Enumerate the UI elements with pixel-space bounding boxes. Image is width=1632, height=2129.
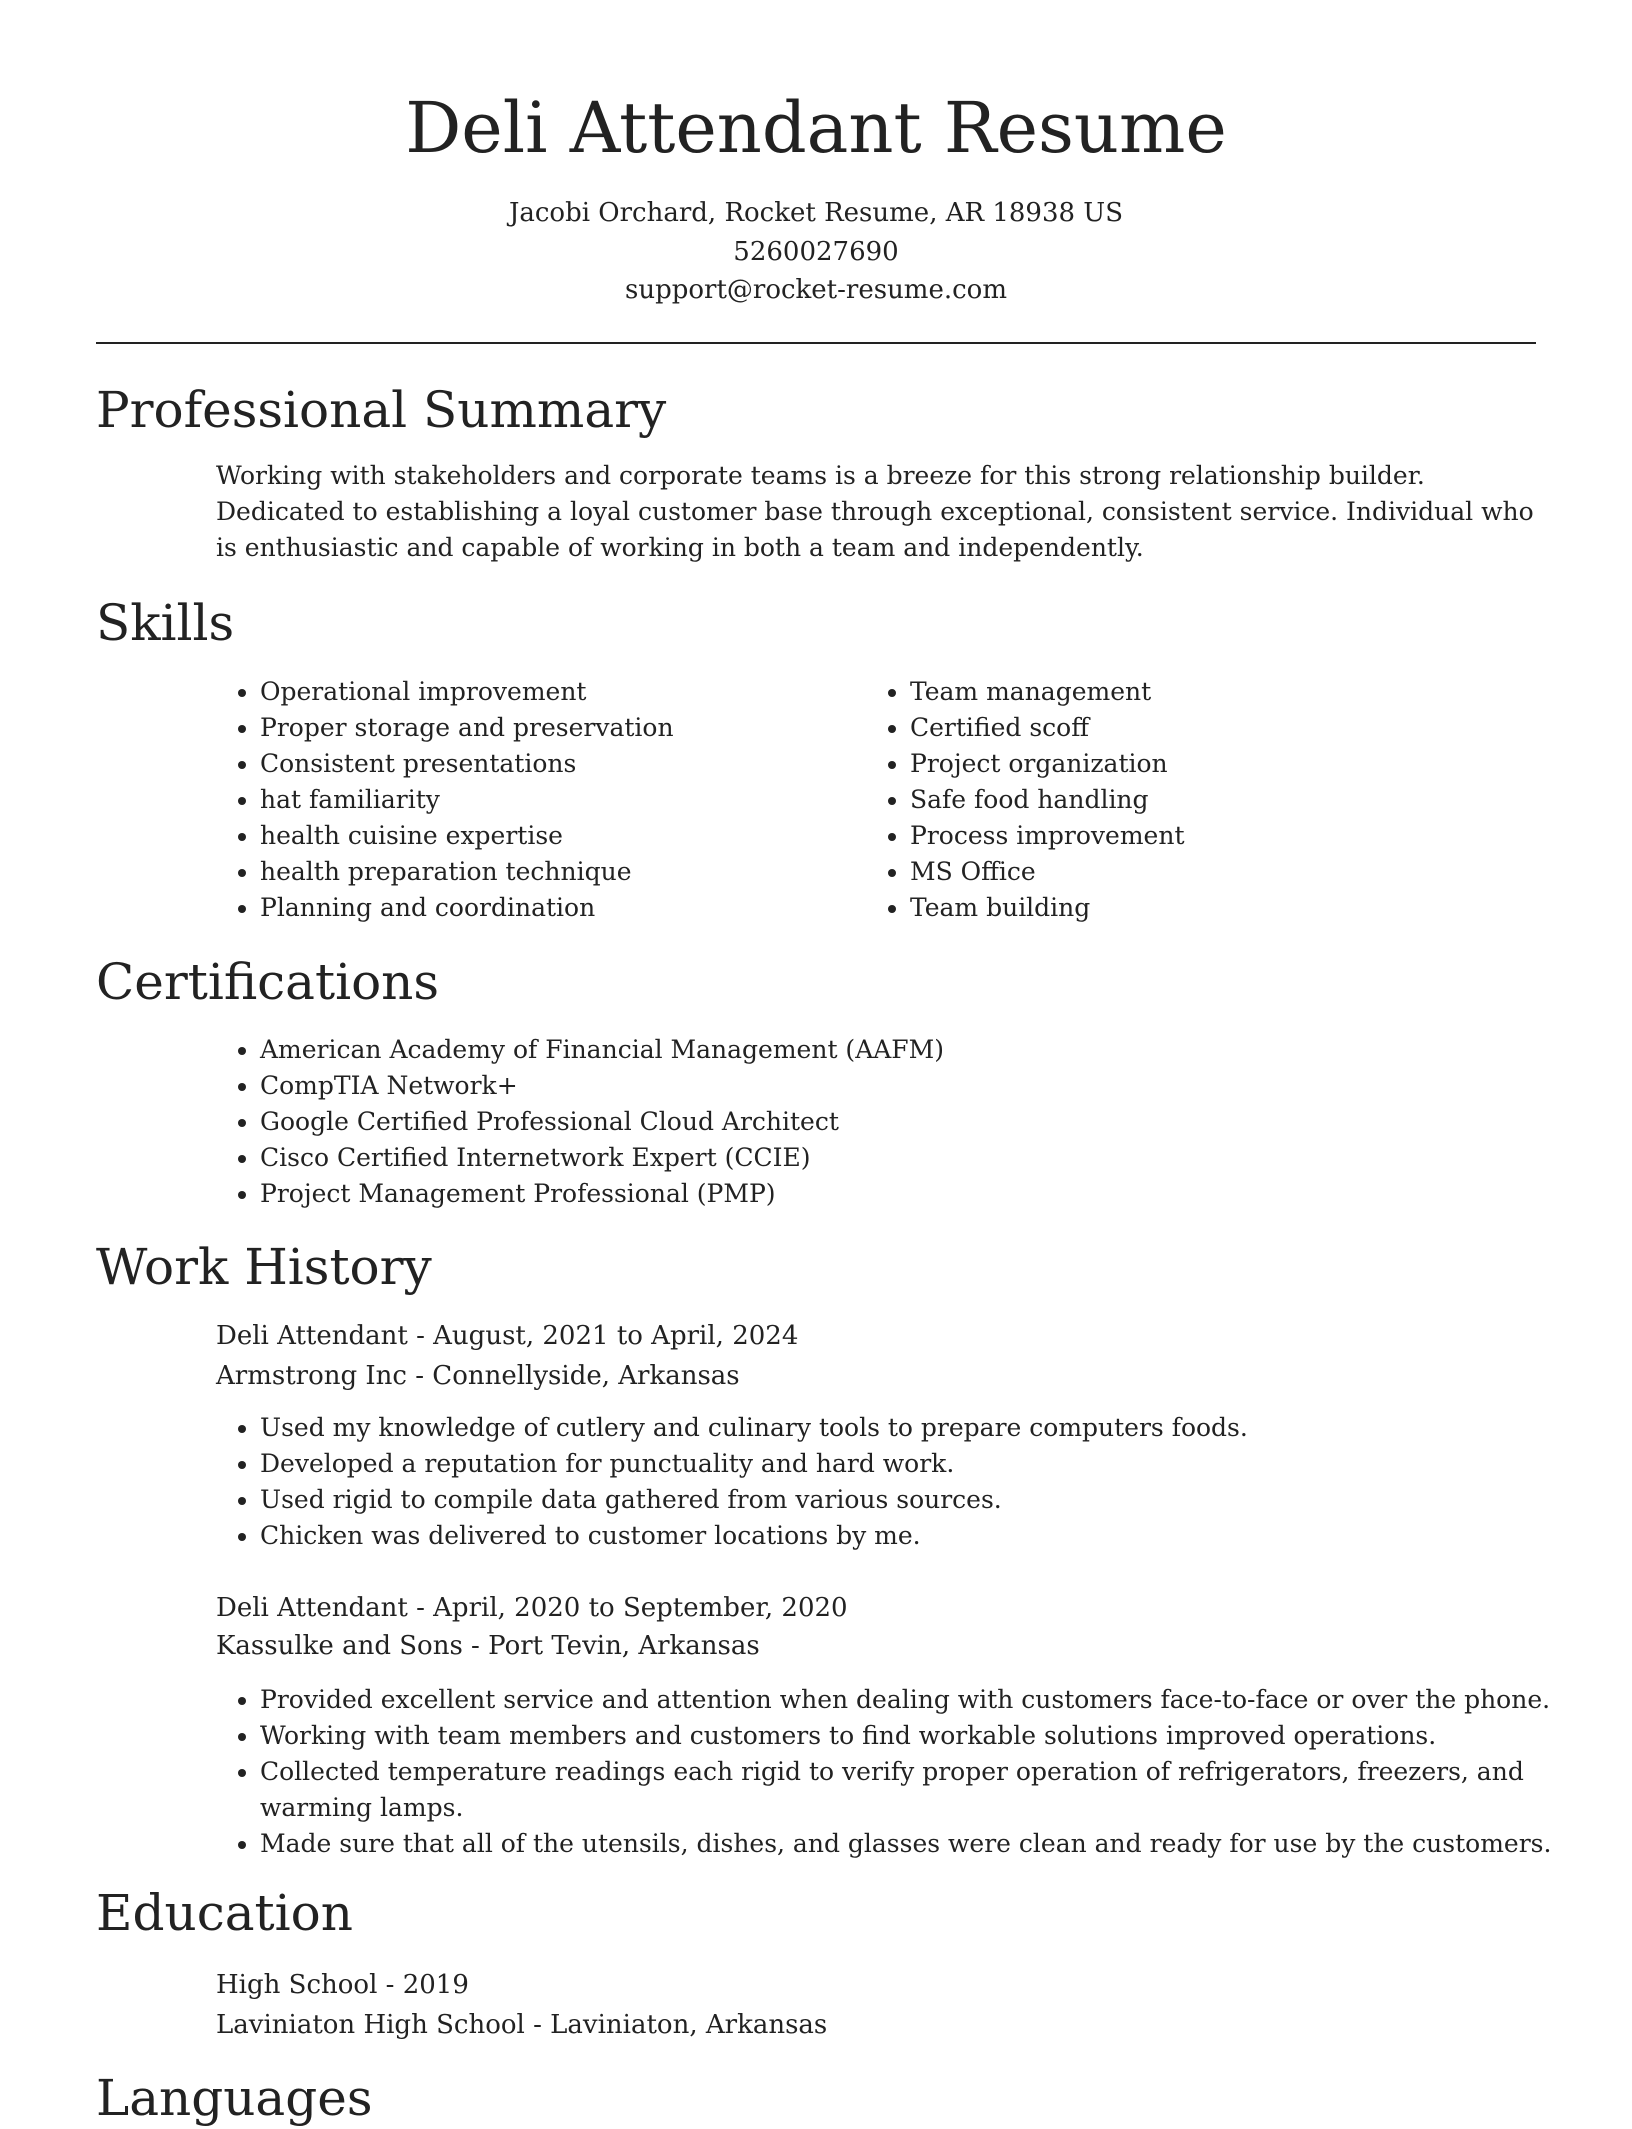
separator: -	[407, 1321, 434, 1351]
resume-title: Deli Attendant Resume	[405, 87, 1227, 169]
list-item: • Project Management Professional (PMP)	[260, 1176, 1560, 1212]
list-item: • Used rigid to compile data gathered from various sources.	[260, 1482, 1570, 1518]
education-year: 2019	[402, 1970, 469, 2000]
list-item: • Certified scoff	[910, 710, 1510, 746]
job-company: Kassulke and Sons	[216, 1631, 463, 1661]
list-item: • Project organization	[910, 746, 1510, 782]
job-2-bullets	[216, 1682, 1570, 1862]
job-title: Deli Attendant	[216, 1593, 408, 1623]
list-item: • hat familiarity	[260, 782, 860, 818]
list-item: • MS Office	[910, 854, 1510, 890]
certifications-list	[216, 1032, 1560, 1212]
job-location: Connellyside, Arkansas	[432, 1361, 740, 1391]
skills-list-left	[216, 674, 860, 926]
list-item: • Process improvement	[910, 818, 1510, 854]
list-item: • Used my knowledge of cutlery and culinary tools to prepare computers foods.	[260, 1410, 1570, 1446]
header-divider	[96, 342, 1536, 344]
job-1-bullets	[216, 1410, 1570, 1554]
list-item: • Cisco Certified Internetwork Expert (CCIE)	[260, 1140, 1560, 1176]
languages-heading: Languages	[96, 2069, 373, 2127]
contact-block	[0, 194, 1632, 310]
education-location: Laviniaton, Arkansas	[550, 2010, 828, 2040]
separator: -	[524, 2010, 551, 2040]
education-heading: Education	[96, 1884, 353, 1942]
skills-heading: Skills	[96, 594, 235, 652]
work-history-heading: Work History	[96, 1238, 432, 1296]
skills-list-right	[866, 674, 1510, 926]
list-item: • Provided excellent service and attention when dealing with customers face-to-face or over the phone.	[260, 1682, 1570, 1718]
list-item: • health preparation technique	[260, 854, 860, 890]
job-location: Port Tevin, Arkansas	[488, 1631, 760, 1661]
resume-header	[0, 0, 1632, 310]
list-item: • Planning and coordination	[260, 890, 860, 926]
list-item: • Working with team members and customers to find workable solutions improved operations.	[260, 1718, 1570, 1754]
list-item: • Safe food handling	[910, 782, 1510, 818]
education-degree-line	[216, 1965, 469, 2005]
education-school: Laviniaton High School	[216, 2010, 525, 2040]
list-item: • Operational improvement	[260, 674, 860, 710]
separator: -	[407, 1593, 434, 1623]
contact-email: support@rocket-resume.com	[624, 275, 1007, 305]
list-item: • Made sure that all of the utensils, dishes, and glasses were clean and ready for use by the customers.	[260, 1826, 1570, 1862]
separator: -	[406, 1361, 433, 1391]
list-item: • Google Certified Professional Cloud Architect	[260, 1104, 1560, 1140]
job-1-company-line	[216, 1356, 740, 1396]
list-item: • Proper storage and preservation	[260, 710, 860, 746]
job-1-title-line	[216, 1316, 798, 1356]
job-company: Armstrong Inc	[216, 1361, 407, 1391]
list-item: • health cuisine expertise	[260, 818, 860, 854]
list-item: • Chicken was delivered to customer locations by me.	[260, 1518, 1570, 1554]
list-item: • Team building	[910, 890, 1510, 926]
job-title: Deli Attendant	[216, 1321, 408, 1351]
certifications-heading: Certifications	[96, 953, 440, 1011]
job-2-company-line	[216, 1626, 760, 1666]
list-item: • American Academy of Financial Management (AAFM)	[260, 1032, 1560, 1068]
education-degree: High School	[216, 1970, 378, 2000]
job-dates: April, 2020 to September, 2020	[433, 1593, 848, 1623]
job-dates: August, 2021 to April, 2024	[433, 1321, 799, 1351]
education-school-line	[216, 2005, 827, 2045]
contact-phone: 5260027690	[733, 236, 899, 267]
list-item: • Collected temperature readings each rigid to verify proper operation of refrigerators, freezers, and warming lamps.	[260, 1754, 1570, 1826]
list-item: • Team management	[910, 674, 1510, 710]
contact-address: Jacobi Orchard, Rocket Resume, AR 18938 US	[508, 198, 1124, 228]
summary-heading: Professional Summary	[96, 381, 667, 439]
list-item: • Developed a reputation for punctuality and hard work.	[260, 1446, 1570, 1482]
job-2-title-line	[216, 1588, 848, 1628]
separator: -	[377, 1970, 403, 2000]
list-item: • Consistent presentations	[260, 746, 860, 782]
separator: -	[462, 1631, 489, 1661]
list-item: • CompTIA Network+	[260, 1068, 1560, 1104]
summary-text: Working with stakeholders and corporate teams is a breeze for this strong relationship builder. Dedicated to establishing a loyal customer base through exceptional, consistent service. Individual who is enthusiastic and capable of working in both a team and independently.	[216, 461, 1534, 562]
